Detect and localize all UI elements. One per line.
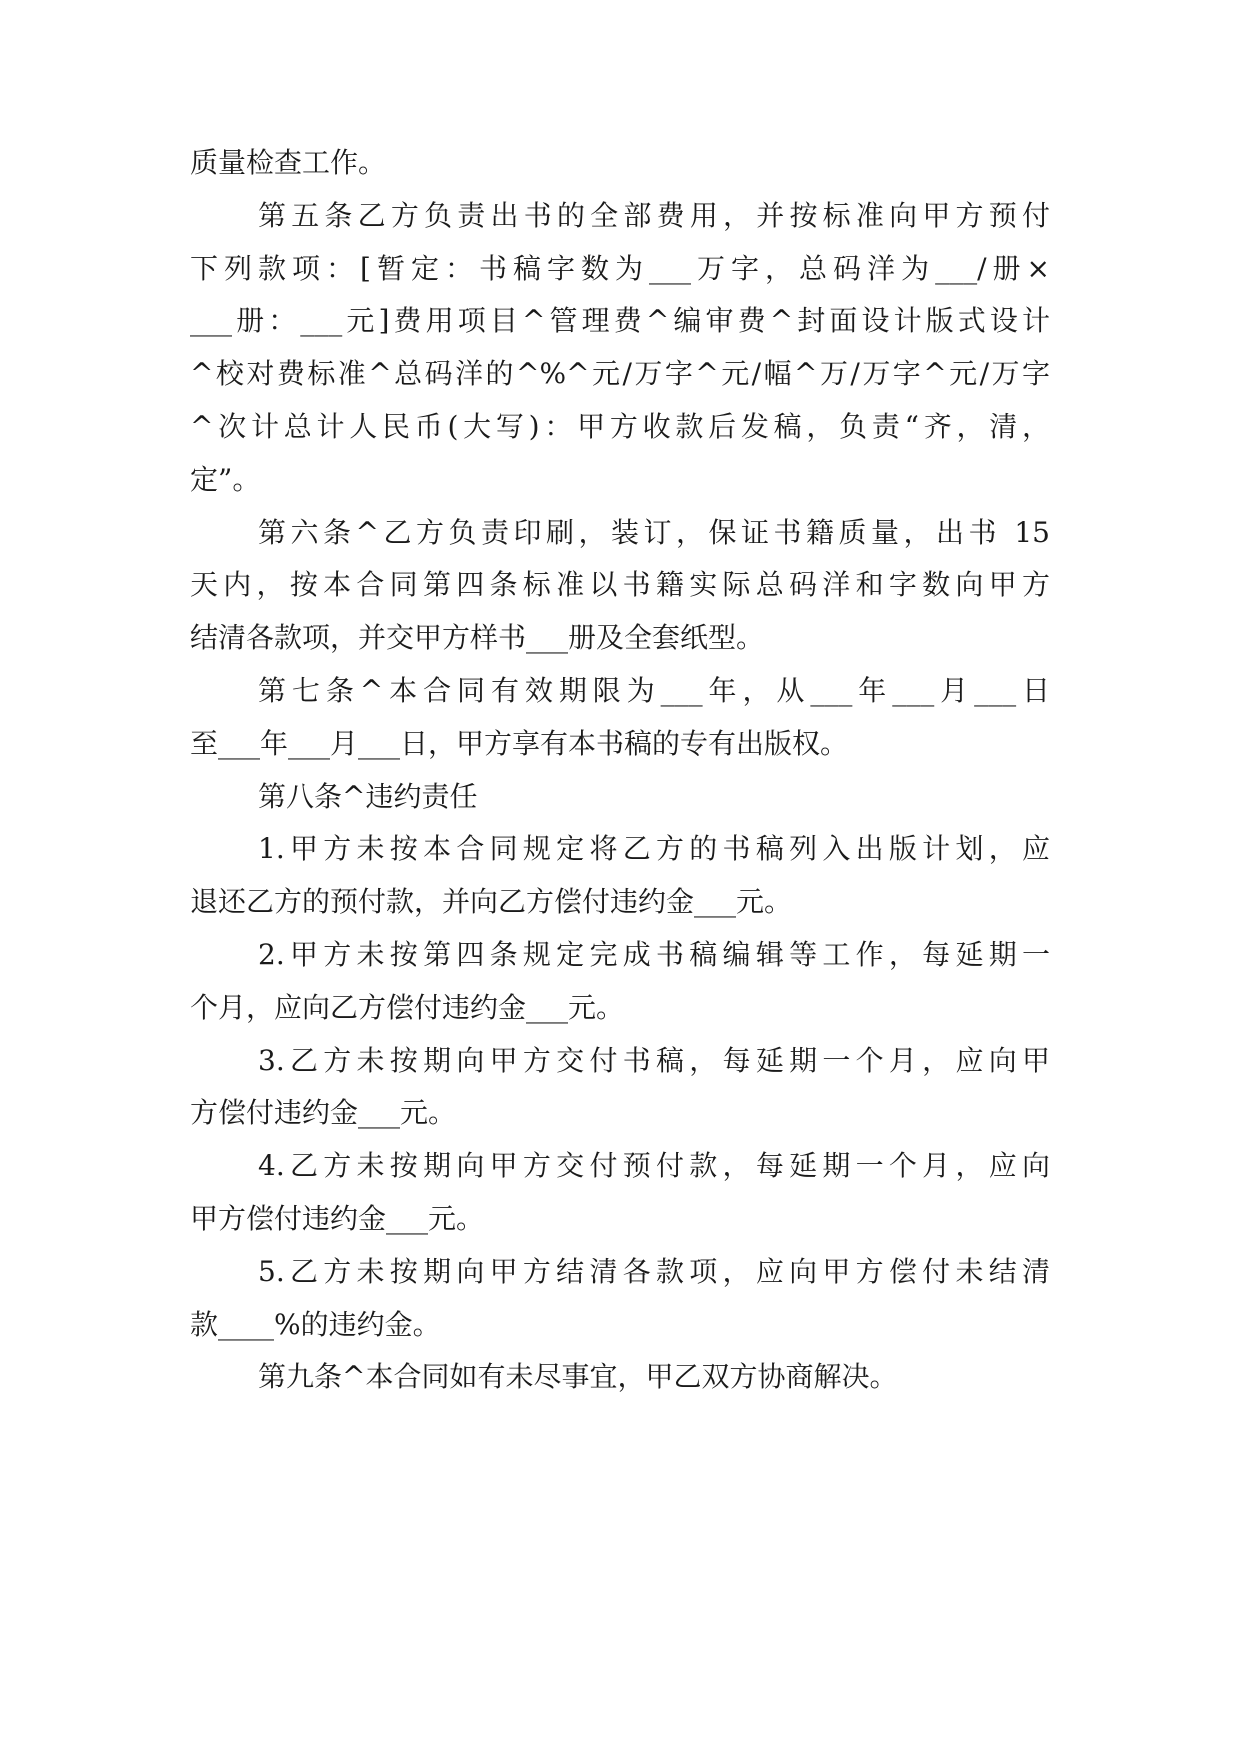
text-line: 款____%的违约金。 (190, 1307, 441, 1341)
contract-body (190, 137, 1050, 1404)
text-line: 第九条^本合同如有未尽事宜，甲乙双方协商解决。 (258, 1360, 898, 1394)
text-line: ^次计总计人民币(大写)：甲方收款后发稿，负责“齐，清， (190, 409, 1050, 443)
text-line: 天内，按本合同第四条标准以书籍实际总码洋和字数向甲方 (190, 568, 1050, 602)
article-5-paragraph (190, 190, 1050, 507)
breach-clause-5 (190, 1246, 1050, 1352)
breach-clause-3 (190, 1035, 1050, 1141)
text-line: 1.甲方未按本合同规定将乙方的书稿列入出版计划，应 (258, 832, 1050, 866)
text-line: 第七条^本合同有效期限为___年，从___年___月___日 (258, 673, 1050, 707)
text-line: 2.甲方未按第四条规定完成书稿编辑等工作，每延期一 (258, 937, 1050, 971)
text-line: 第五条乙方负责出书的全部费用，并按标准向甲方预付 (258, 198, 1050, 232)
text-line: 方偿付违约金___元。 (190, 1096, 457, 1130)
article-6-paragraph (190, 507, 1050, 665)
article-8-heading (190, 771, 1050, 824)
text-line: 第八条^违约责任 (258, 779, 478, 813)
paragraph-continuation (190, 137, 1050, 190)
breach-clause-2 (190, 929, 1050, 1035)
text-line: 甲方偿付违约金___元。 (190, 1201, 485, 1235)
text-line: 定”。 (190, 462, 261, 496)
text-line: 至___年___月___日，甲方享有本书稿的专有出版权。 (190, 726, 849, 760)
breach-clause-4 (190, 1140, 1050, 1246)
article-7-paragraph (190, 665, 1050, 771)
text-line: 5.乙方未按期向甲方结清各款项，应向甲方偿付未结清 (258, 1254, 1050, 1288)
text-line: 质量检查工作。 (190, 146, 387, 179)
text-line: 退还乙方的预付款，并向乙方偿付违约金___元。 (190, 885, 793, 919)
text-line: ___册：___元]费用项目^管理费^编审费^封面设计版式设计 (190, 304, 1050, 338)
text-line: 下列款项：[暂定：书稿字数为___万字，总码洋为___/册× (190, 251, 1050, 285)
text-line: 3.乙方未按期向甲方交付书稿，每延期一个月，应向甲 (258, 1043, 1050, 1077)
text-line: 第六条^乙方负责印刷，装订，保证书籍质量，出书 15 (258, 515, 1050, 549)
article-9-paragraph (190, 1351, 1050, 1404)
text-line: ^校对费标准^总码洋的^%^元/万字^元/幅^万/万字^元/万字 (190, 357, 1050, 391)
text-line: 个月，应向乙方偿付违约金___元。 (190, 990, 625, 1024)
text-line: 4.乙方未按期向甲方交付预付款，每延期一个月，应向 (258, 1149, 1050, 1183)
breach-clause-1 (190, 823, 1050, 929)
text-line: 结清各款项，并交甲方样书___册及全套纸型。 (190, 621, 765, 655)
